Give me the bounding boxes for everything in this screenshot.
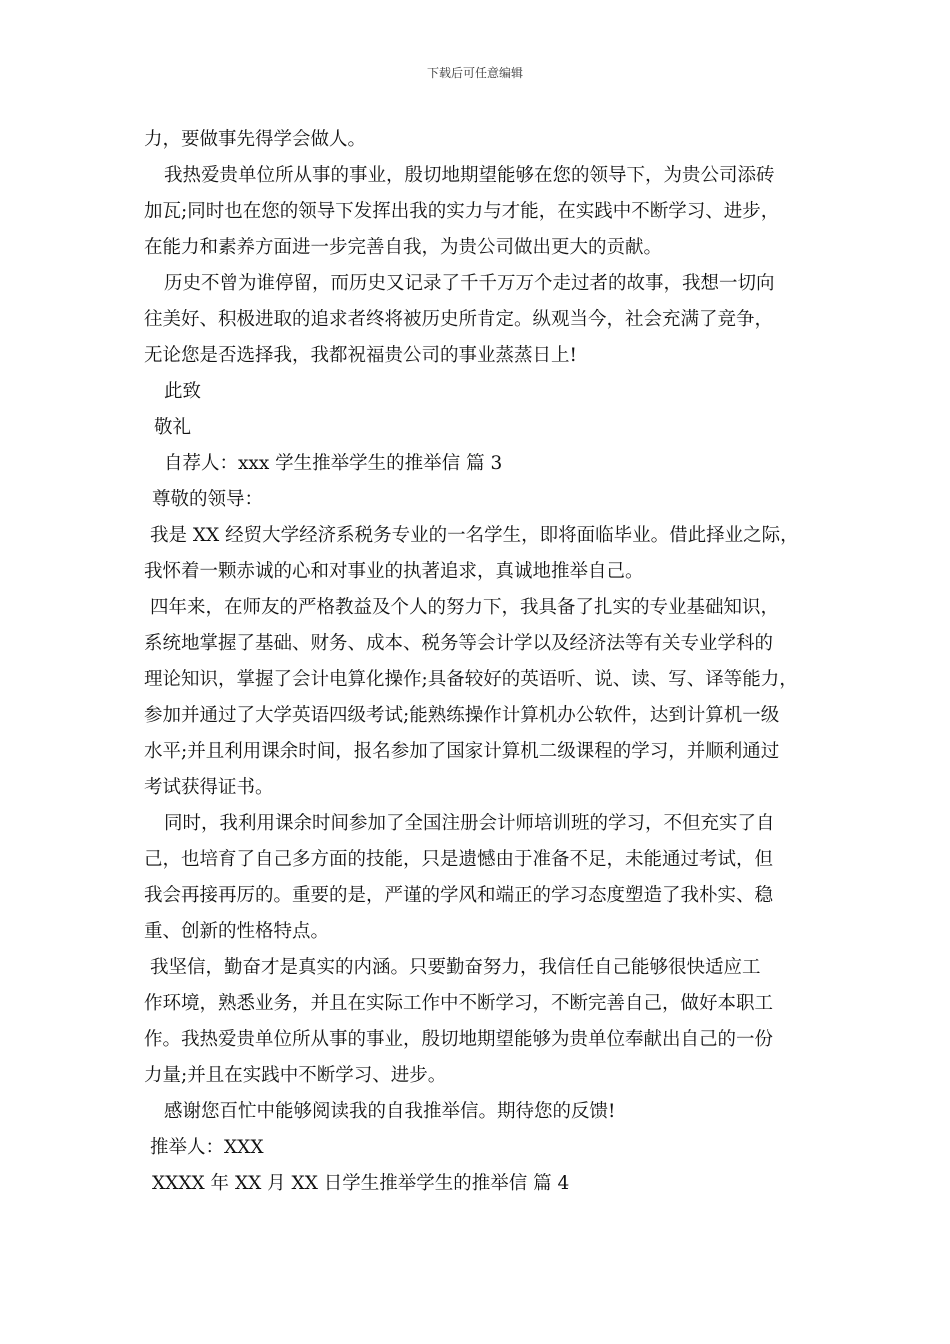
text-line: 推举人：XXX	[150, 1137, 264, 1158]
text-line: 力量;并且在实践中不断学习、进步。	[144, 1065, 447, 1086]
text-line: 感谢您百忙中能够阅读我的自我推举信。期待您的反馈!	[164, 1101, 616, 1122]
text-line: 尊敬的领导：	[152, 489, 264, 510]
text-line: 在能力和素养方面进一步完善自我，为贵公司做出更大的贡献。	[144, 237, 663, 258]
text-line: 此致	[164, 381, 202, 402]
text-line: 我会再接再厉的。重要的是，严谨的学风和端正的学习态度塑造了我朴实、稳	[144, 885, 774, 906]
text-line: 无论您是否选择我，我都祝福贵公司的事业蒸蒸日上!	[144, 345, 577, 366]
text-line: 自荐人：xxx 学生推举学生的推举信 篇 3	[164, 453, 503, 474]
text-line: 我怀着一颗赤诚的心和对事业的执著追求，真诚地推举自己。	[144, 561, 644, 582]
text-line: 重、创新的性格特点。	[144, 921, 330, 942]
text-line: 己，也培育了自己多方面的技能，只是遗憾由于准备不足，未能通过考试，但	[144, 849, 774, 870]
text-line: 我是 XX 经贸大学经济系税务专业的一名学生，即将面临毕业。借此择业之际，	[150, 525, 799, 546]
text-line: 我坚信，勤奋才是真实的内涵。只要勤奋努力，我信任自己能够很快适应工	[150, 957, 761, 978]
page-header: 下载后可任意编辑	[426, 66, 523, 80]
text-line: 历史不曾为谁停留，而历史又记录了千千万万个走过者的故事，我想一切向	[164, 273, 775, 294]
text-line: 理论知识，掌握了会计电算化操作;具备较好的英语听、说、读、写、译等能力，	[144, 669, 798, 690]
text-line: 加瓦;同时也在您的领导下发挥出我的实力与才能，在实践中不断学习、进步，	[144, 201, 780, 222]
text-line: 系统地掌握了基础、财务、成本、税务等会计学以及经济法等有关专业学科的	[144, 633, 774, 654]
text-line: 敬礼	[154, 417, 192, 438]
text-line: 水平;并且利用课余时间，报名参加了国家计算机二级课程的学习，并顺利通过	[144, 741, 780, 762]
text-line: 作环境，熟悉业务，并且在实际工作中不断学习，不断完善自己，做好本职工	[144, 993, 774, 1014]
text-line: XXXX 年 XX 月 XX 日学生推举学生的推举信 篇 4	[152, 1173, 570, 1194]
text-line: 同时，我利用课余时间参加了全国注册会计师培训班的学习，不但充实了自	[164, 813, 775, 834]
text-line: 考试获得证书。	[144, 777, 274, 798]
text-line: 作。我热爱贵单位所从事的事业，殷切地期望能够为贵单位奉献出自己的一份	[144, 1029, 774, 1050]
text-line: 参加并通过了大学英语四级考试;能熟练操作计算机办公软件，达到计算机一级	[144, 705, 780, 726]
text-line: 四年来，在师友的严格教益及个人的努力下，我具备了扎实的专业基础知识，	[150, 597, 780, 618]
text-line: 我热爱贵单位所从事的事业，殷切地期望能够在您的领导下，为贵公司添砖	[164, 165, 775, 186]
text-line: 力，要做事先得学会做人。	[144, 129, 367, 150]
text-line: 往美好、积极进取的追求者终将被历史所肯定。纵观当今，社会充满了竞争，	[144, 309, 774, 330]
document-body	[144, 122, 810, 1202]
